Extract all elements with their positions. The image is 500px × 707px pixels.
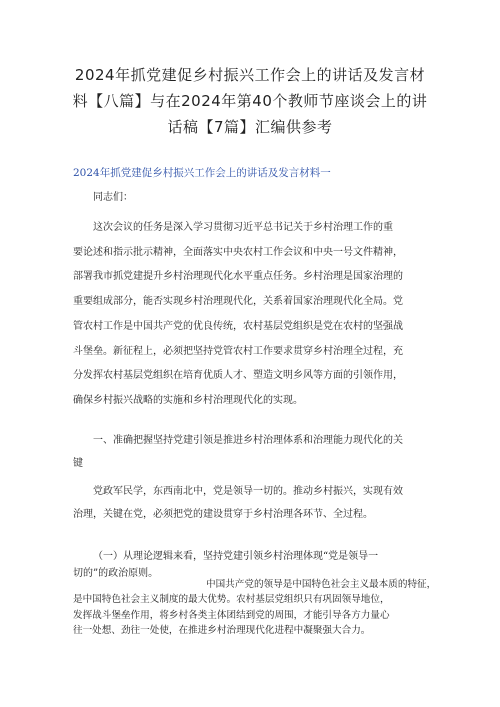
paragraph-5	[73, 578, 437, 639]
paragraph-line: 分发挥农村基层党组织在培育优质人才、塑造文明乡风等方面的引领作用，	[73, 370, 403, 382]
paragraph-line: （一）从理论逻辑来看，坚持党建引领乡村治理体现“党是领导一	[93, 551, 379, 562]
paragraph-line: 部署我市抓党建提升乡村治理现代化水平重点任务。乡村治理是国家治理的	[73, 271, 403, 283]
paragraph-line: 重要组成部分，能否实现乡村治理现代化，关系着国家治理现代化全局。党	[73, 296, 403, 308]
paragraph-line: 治理，关键在党，必须把党的建设贯穿于乡村治理各环节、全过程。	[73, 509, 373, 520]
greeting	[73, 190, 453, 206]
paragraph-line: 管农村工作是中国共产党的优良传统，农村基层党组织是党在农村的坚强战	[73, 320, 403, 332]
paragraph-line: 一、准确把握坚持党建引领是推进乡村治理体系和治理能力现代化的关	[93, 435, 403, 446]
title-line-2: 料【八篇】与在2024年第40个教师节座谈会上的讲	[72, 92, 428, 110]
title-line-3: 话稿【7篇】汇编供参考	[167, 118, 333, 136]
paragraph-line: 往一处想、劲往一处使，在推进乡村治理现代化进程中凝聚强大合力。	[73, 625, 371, 636]
paragraph-line: 这次会议的任务是深入学习贯彻习近平总书记关于乡村治理工作的重	[93, 222, 393, 233]
paragraph-line: 斗堡垒。新征程上，必须把坚持党管农村工作要求贯穿乡村治理全过程，充	[73, 345, 403, 357]
title-line-1: 2024年抓党建促乡村振兴工作会上的讲话及发言材	[74, 66, 426, 84]
greeting-text: 同志们：	[93, 192, 133, 203]
paragraph-line: 确保乡村振兴战略的实施和乡村治理现代化的实现。	[73, 394, 303, 406]
paragraph-3	[73, 480, 433, 526]
paragraph-line: 党政军民学，东西南北中，党是领导一切的。推动乡村振兴，实现有效	[93, 486, 403, 497]
paragraph-line: 键	[73, 458, 83, 469]
paragraph-line: 发挥战斗堡垒作用，将乡村各类主体团结到党的周围，才能引导各方力量心	[73, 609, 390, 621]
paragraph-line: 切的”的政治原则。	[73, 568, 159, 579]
paragraph-line: 要论述和指示批示精神，全面落实中央农村工作会议和中央一号文件精神，	[73, 246, 403, 258]
document-title	[50, 62, 450, 140]
paragraph-line: 中国共产党的领导是中国特色社会主义最本质的特征，	[206, 578, 437, 590]
paragraph-1	[73, 216, 433, 414]
paragraph-2	[73, 429, 433, 475]
paragraph-line: 是中国特色社会主义制度的最大优势。农村基层党组织只有巩固领导地位，	[73, 594, 390, 605]
section-heading: 2024年抓党建促乡村振兴工作会上的讲话及发言材料一	[73, 167, 331, 179]
